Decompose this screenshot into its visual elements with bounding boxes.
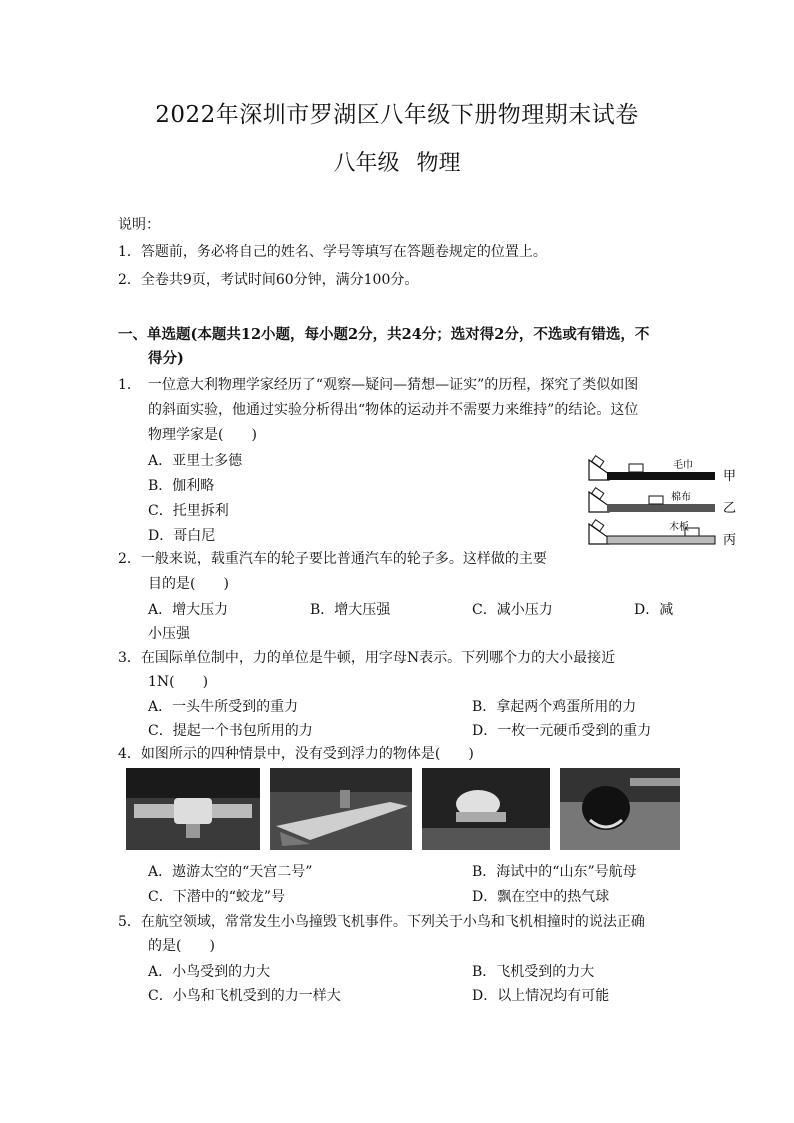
figure-label-bing: 丙 xyxy=(723,533,737,548)
option-c: C．下潜中的“蛟龙”号 xyxy=(148,889,286,905)
option-b: B．海试中的“山东”号航母 xyxy=(472,864,637,880)
question-4-line: 4．如图所示的四种情景中，没有受到浮力的物体是( ) xyxy=(118,746,474,762)
option-d: D．飘在空中的热气球 xyxy=(472,889,610,905)
surface-label-cloth: 棉布 xyxy=(671,492,691,503)
page-subtitle: 八年级 物理 xyxy=(333,151,461,176)
page-title: 2022年深圳市罗湖区八年级下册物理期末试卷 xyxy=(155,102,639,128)
option-a: A．小鸟受到的力大 xyxy=(148,964,271,980)
notes-heading: 说明： xyxy=(118,217,160,233)
photo-hot-air-balloon xyxy=(560,768,680,850)
option-b: B．拿起两个鸡蛋所用的力 xyxy=(472,699,637,715)
option-c: C．减小压力 xyxy=(472,602,553,618)
option-c: C．小鸟和飞机受到的力一样大 xyxy=(148,988,341,1004)
photo-space-station xyxy=(126,768,260,850)
surface-label-towel: 毛巾 xyxy=(673,460,693,471)
section-heading-wrap: 得分) xyxy=(148,350,184,367)
incline-experiment-figure xyxy=(585,452,745,552)
question-5-line: 5．在航空领域，常常发生小鸟撞毁飞机事件。下列关于小鸟和飞机相撞时的说法正确 xyxy=(118,914,645,930)
figure-label-jia: 甲 xyxy=(723,469,737,484)
question-2-line: 目的是( ) xyxy=(148,576,229,592)
option-c: C．托里拆利 xyxy=(148,503,229,519)
ramp-towel xyxy=(589,456,715,480)
question-1-line: 的斜面实验，他通过实验分析得出“物体的运动并不需要力来维持”的结论。这位 xyxy=(148,402,639,418)
option-d-wrap: 小压强 xyxy=(148,626,190,642)
option-c: C．提起一个书包所用的力 xyxy=(148,723,313,739)
note-item: 1．答题前，务必将自己的姓名、学号等填写在答题卷规定的位置上。 xyxy=(118,244,547,260)
section-heading: 一、单选题(本题共12小题，每小题2分，共24分；选对得2分，不选或有错选，不 xyxy=(118,326,650,343)
surface-label-board: 木板 xyxy=(669,522,689,533)
option-a: A．增大压力 xyxy=(148,602,229,618)
question-1-line: 物理学家是( ) xyxy=(148,427,257,443)
question-1-line: 1． 一位意大利物理学家经历了“观察—疑问—猜想—证实”的历程，探究了类似如图 xyxy=(118,377,639,393)
option-d: D．以上情况均有可能 xyxy=(472,988,610,1004)
option-a: A．亚里士多德 xyxy=(148,453,243,469)
ramp-cloth xyxy=(589,488,715,512)
option-d: D．一枚一元硬币受到的重力 xyxy=(472,723,652,739)
question-3-line: 1N( ) xyxy=(148,674,209,690)
photo-aircraft-carrier xyxy=(270,768,412,850)
option-a: A．一头牛所受到的重力 xyxy=(148,699,299,715)
photo-submersible xyxy=(422,768,550,850)
question-2-line: 2．一般来说，载重汽车的轮子要比普通汽车的轮子多。这样做的主要 xyxy=(118,551,547,567)
option-a: A．遨游太空的“天宫二号” xyxy=(148,864,313,880)
note-item: 2．全卷共9页，考试时间60分钟，满分100分。 xyxy=(118,272,419,288)
option-b: B．增大压强 xyxy=(310,602,391,618)
figure-label-yi: 乙 xyxy=(723,501,737,516)
ramp-board xyxy=(589,520,715,544)
option-b: B．飞机受到的力大 xyxy=(472,964,595,980)
question-5-line: 的是( ) xyxy=(148,938,215,954)
option-d: D．哥白尼 xyxy=(148,528,216,544)
question-3-line: 3．在国际单位制中，力的单位是牛顿，用字母N表示。下列哪个力的大小最接近 xyxy=(118,650,616,666)
option-b: B．伽利略 xyxy=(148,478,215,494)
option-d: D．减 xyxy=(634,602,674,618)
